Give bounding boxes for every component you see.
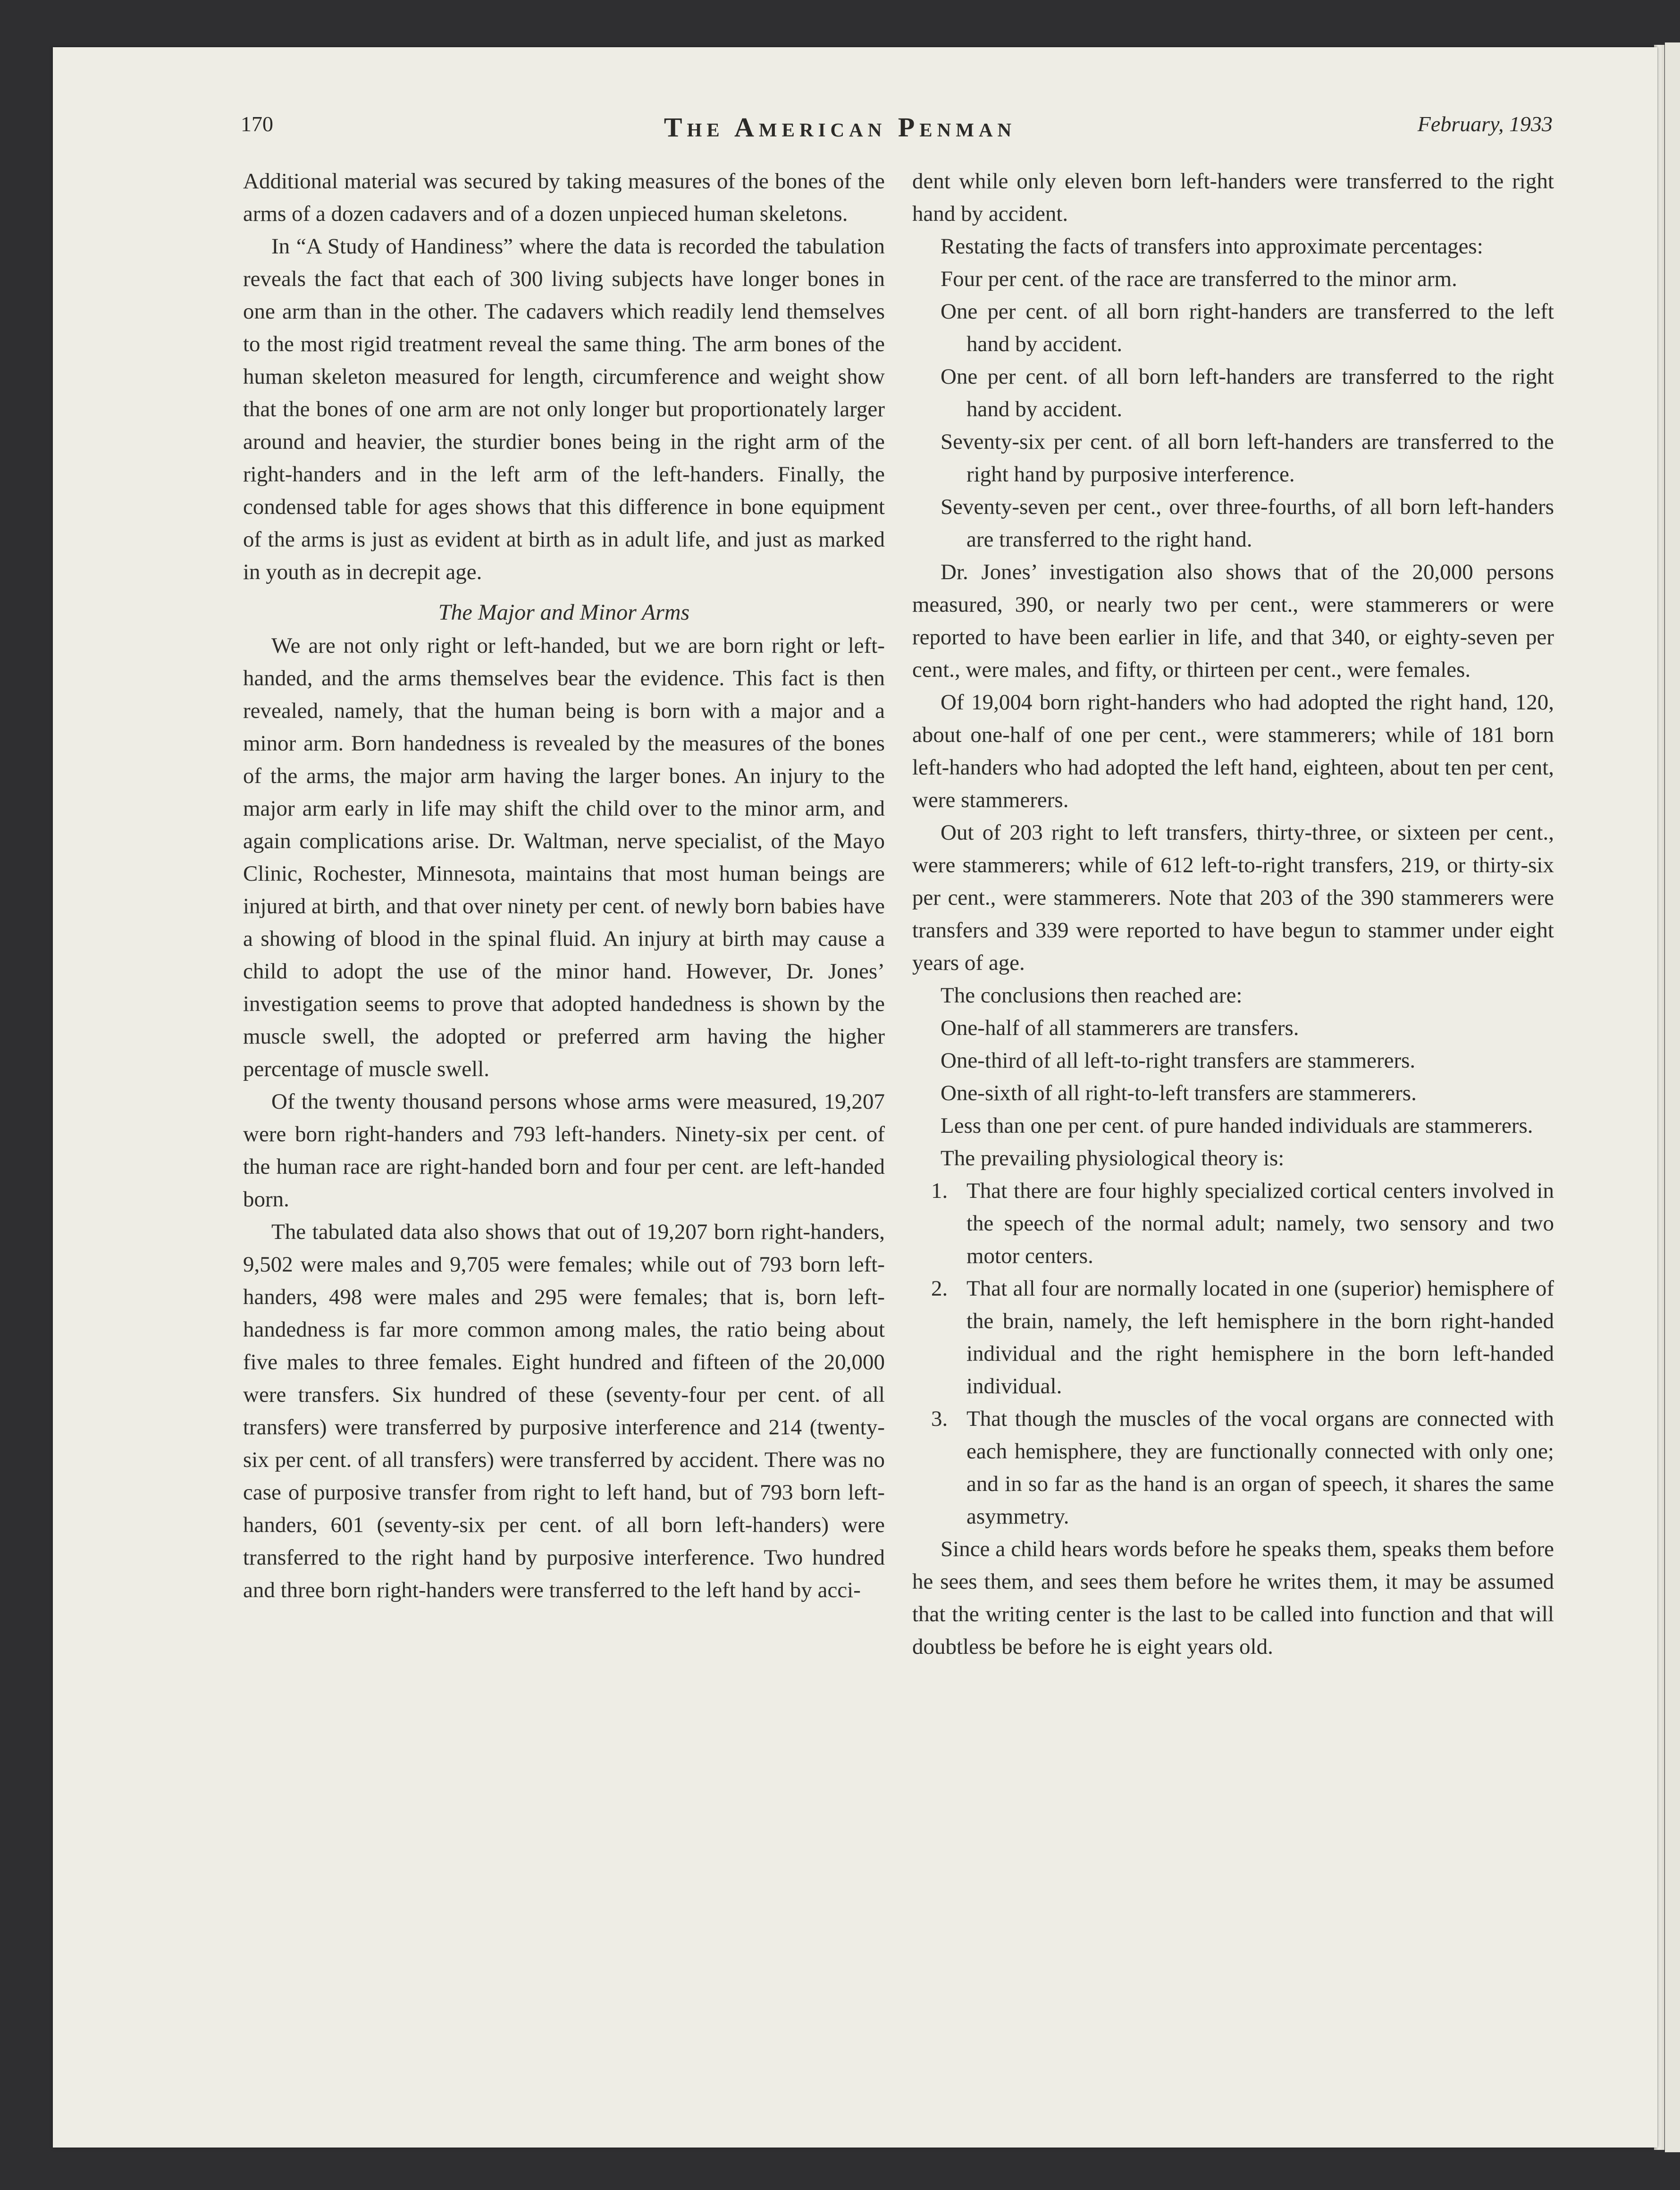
paragraph: Of 19,004 born right-handers who had adopted the right hand, 120, about one-half of one per cent., were stammerers; while of 181 born left-handers who had adopted the left hand, eighteen, about ten per cent, were stammerers.: [912, 690, 1554, 812]
item-number: 3.: [931, 1407, 948, 1431]
paragraph: The tabulated data also shows that out of 19,207 born right-handers, 9,502 were males and 9,705 were females; while out of 793 born left-handers, 498 were males and 295 were females; that is, born left-handedness is far more common among males, the ratio being about five males to three females. Eight hundred and fifteen of the 20,000 were transfers. Six hundred of these (seventy-four per cent. of all transfers) were transferred by purposive interference and 214 (twenty-six per cent. of all transfers) were transferred by accident. There was no case of purposive transfer from right to left hand, but of 793 born left-handers, 601 (seventy-six per cent. of all born left-handers) were transferred to the right hand by purposive interference. Two hundred and three born right-handers were transferred to the left hand by acci-: [243, 1220, 885, 1602]
paragraph: Additional material was secured by taking measures of the bones of the arms of a dozen cadavers and of a dozen unpieced human skeletons.: [243, 169, 885, 226]
theory-item: [912, 1175, 1554, 1272]
conclusions-intro: The conclusions then reached are:: [941, 983, 1243, 1008]
paragraph: Dr. Jones’ investigation also shows that of the 20,000 persons measured, 390, or nearly two per cent., were stammerers or were reported to have been earlier in life, and that 340, or eighty-seven per cent., were males, and fifty, or thirteen per cent., were females.: [912, 560, 1554, 682]
conclusion-item: One-sixth of all right-to-left transfers are stammerers.: [941, 1081, 1417, 1105]
percentage-item: Seventy-six per cent. of all born left-handers are transferred to the right hand by purposive interference.: [941, 430, 1554, 487]
paragraph: Restating the facts of transfers into approximate percentages:: [941, 234, 1483, 259]
item-number: 2.: [931, 1276, 948, 1301]
item-number: 1.: [931, 1179, 948, 1203]
paragraph: We are not only right or left-handed, but we are born right or left-handed, and the arms themselves bear the evidence. This fact is then revealed, namely, that the human being is born with a major and a minor arm. Born handedness is revealed by the measures of the bones of the arms, the major arm having the larger bones. An injury to the major arm early in life may shift the child over to the minor arm, and again complications arise. Dr. Waltman, nerve specialist, of the Mayo Clinic, Rochester, Minnesota, maintains that most human beings are injured at birth, and that over ninety per cent. of newly born babies have a showing of blood in the spinal fluid. An injury at birth may cause a child to adopt the use of the minor hand. However, Dr. Jones’ investigation seems to prove that adopted handedness is shown by the muscle swell, the adopted or preferred arm having the higher percentage of muscle swell.: [243, 633, 885, 1081]
percentage-item: One per cent. of all born right-handers are transferred to the left hand by accident.: [941, 299, 1554, 356]
page-number: 170: [241, 112, 273, 136]
item-text: That though the muscles of the vocal organs are connected with each hemisphere, they are functionally connected with only one; and in so far as the hand is an organ of speech, it shares the same asymmetry.: [966, 1407, 1554, 1529]
paragraph: Since a child hears words before he speaks them, speaks them before he sees them, and sees them before he writes them, it may be assumed that the writing center is the last to be called into function and that will doubtless be before he is eight years old.: [912, 1537, 1554, 1659]
percentage-item: Seventy-seven per cent., over three-fourths, of all born left-handers are transferred to the right hand.: [941, 495, 1554, 552]
item-text: That all four are normally located in one (superior) hemisphere of the brain, namely, the left hemisphere in the born right-handed individual and the right hemisphere in the born left-handed individual.: [966, 1276, 1554, 1398]
theory-intro: The prevailing physiological theory is:: [941, 1146, 1285, 1171]
theory-item: [912, 1403, 1554, 1533]
paragraph: In “A Study of Handiness” where the data is recorded the tabulation reveals the fact that each of 300 living subjects have longer bones in one arm than in the other. The cadavers which readily lend themselves to the most rigid treatment reveal the same thing. The arm bones of the human skeleton measured for length, circumference and weight show that the bones of one arm are not only longer but proportionately larger around and heavier, the sturdier bones being in the right arm of the right-handers and in the left arm of the left-handers. Finally, the condensed table for ages shows that this difference in bone equipment of the arms is just as evident at birth as in adult life, and just as marked in youth as in decrepit age.: [243, 234, 885, 584]
left-column: [243, 165, 885, 1607]
theory-item: [912, 1272, 1554, 1403]
percentage-item: Four per cent. of the race are transferred to the minor arm.: [941, 267, 1457, 291]
right-column: [912, 165, 1554, 1663]
conclusion-item: One-third of all left-to-right transfers are stammerers.: [941, 1048, 1416, 1073]
paragraph: Out of 203 right to left transfers, thirty-three, or sixteen per cent., were stammerers; while of 612 left-to-right transfers, 219, or thirty-six per cent., were stammerers. Note that 203 of the 390 stammerers were transfers and 339 were reported to have begun to stammer under eight years of age.: [912, 820, 1554, 975]
journal-title: The American Penman: [664, 112, 1016, 143]
paragraph: Of the twenty thousand persons whose arms were measured, 19,207 were born right-handers and 793 left-handers. Ninety-six per cent. of the human race are right-handed born and four per cent. are left-handed born.: [243, 1089, 885, 1212]
issue-date: February, 1933: [1417, 112, 1553, 136]
paragraph: dent while only eleven born left-handers were transferred to the right hand by accident.: [912, 169, 1554, 226]
conclusion-item: Less than one per cent. of pure handed individuals are stammerers.: [941, 1113, 1533, 1138]
section-heading: The Major and Minor Arms: [438, 600, 690, 625]
conclusion-item: One-half of all stammerers are transfers.: [941, 1016, 1299, 1040]
percentage-item: One per cent. of all born left-handers are transferred to the right hand by accident.: [941, 364, 1554, 421]
item-text: That there are four highly specialized cortical centers involved in the speech of the normal adult; namely, two sensory and two motor centers.: [966, 1179, 1554, 1268]
theory-list: [912, 1175, 1554, 1533]
next-page-edge: [1665, 42, 1680, 2152]
